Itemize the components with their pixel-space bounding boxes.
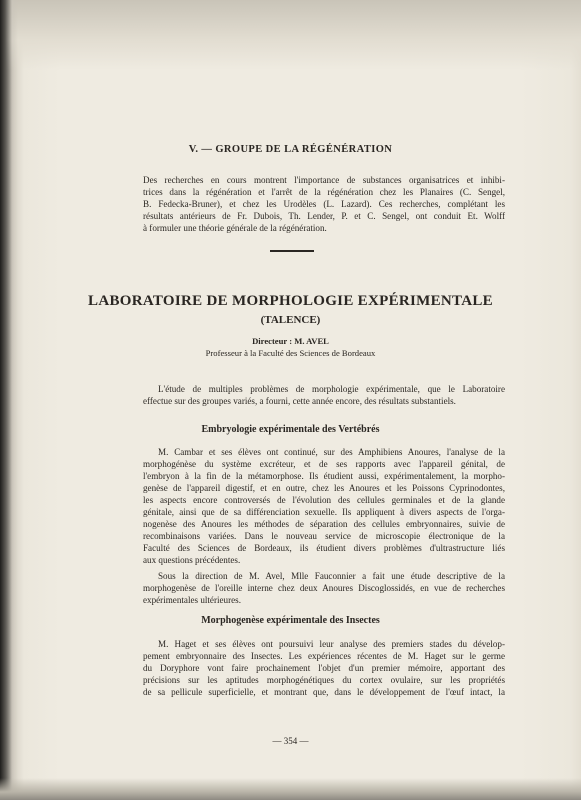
- text-line: M. Cambar et ses élèves ont continué, sur des Amphibiens Anoures, l'analyse de la: [158, 447, 505, 457]
- text-line: Faculté des Sciences de Bordeaux, ils étudient divers problèmes d'ultrastructure liés: [143, 543, 505, 553]
- laboratory-location: (TALENCE): [260, 314, 321, 326]
- text-line: aux questions précédentes.: [143, 555, 241, 565]
- director-title: Professeur à la Faculté des Sciences de Bordeaux: [205, 348, 376, 358]
- text-line: trices dans la régénération et l'arrêt de la régénération chez les Planaires (C. Sengel,: [143, 187, 505, 197]
- text-line: recombinaisons variées. Dans le nouveau service de microscopie électronique de la: [143, 531, 505, 541]
- text-line: Des recherches en cours montrent l'importance de substances organisatrices et inhibi-: [143, 175, 505, 185]
- text-line: l'embryon à la fin de la métamorphose. Ils étudient aussi, expérimentalement, la morpho-: [143, 471, 505, 481]
- embryologie-paragraph-2: [143, 570, 505, 606]
- director-line: Directeur : M. AVEL: [252, 336, 329, 346]
- text-line: M. Haget et ses élèves ont poursuivi leur analyse des premiers stades du dévelop-: [158, 639, 505, 649]
- text-line: du Doryphore vont faire prochainement l'objet d'un premier mémoire, apportant des: [143, 663, 505, 673]
- laboratory-title: LABORATOIRE DE MORPHOLOGIE EXPÉRIMENTALE: [88, 293, 493, 309]
- text-line: de sa pellicule superficielle, et montrant que, dans le développement de l'œuf intact, la: [143, 687, 505, 697]
- text-line: nogenèse des Anoures les méthodes de séparation des cellules embryonnaires, suivie de: [143, 519, 505, 529]
- text-line: génitale, ainsi que de sa différenciation sexuelle. Ils appliquent à divers aspects de l'orga-: [143, 507, 505, 517]
- text-line: morphogénèse du système excréteur, et de ses rapports avec l'appareil génital, de: [143, 459, 505, 469]
- text-line: B. Fedecka-Bruner), et chez les Urodèles (L. Lazard). Ces recherches, complétant les: [143, 199, 505, 209]
- text-line: morphogenèse de l'oreille interne chez deux Anoures Discoglossidés, en vue de recherches: [143, 583, 505, 593]
- embryologie-heading: Embryologie expérimentale des Vertébrés: [201, 424, 380, 435]
- section-paragraph: [143, 174, 505, 234]
- text-line: les aspects encore controversés de l'évolution des cellules germinales et de la glande: [143, 495, 505, 505]
- scan-top-band: [0, 0, 581, 70]
- scan-bottom-shadow: [0, 778, 581, 800]
- page-number: — 354 —: [272, 736, 309, 746]
- text-line: précisions sur les aptitudes morphogénétiques du cortex ovulaire, sur les propriétés: [143, 675, 505, 685]
- text-line: expérimentales ultérieures.: [143, 595, 241, 605]
- insectes-paragraph: [143, 638, 505, 698]
- text-line: pement embryonnaire des Insectes. Les expériences récentes de M. Haget sur le germe: [143, 651, 505, 661]
- text-line: genèse de l'appareil digestif, et en outre, chez les Anoures et les Poissons Cyprinodontes,: [143, 483, 505, 493]
- intro-paragraph: [143, 383, 505, 407]
- binding-shadow: [0, 0, 18, 800]
- embryologie-paragraph-1: [143, 446, 505, 566]
- text-line: L'étude de multiples problèmes de morphologie expérimentale, que le Laboratoire: [158, 384, 505, 394]
- section-title: V. — GROUPE DE LA RÉGÉNÉRATION: [188, 144, 393, 155]
- section-divider: [270, 250, 314, 252]
- insectes-heading: Morphogenèse expérimentale des Insectes: [201, 615, 380, 626]
- text-line: à formuler une théorie générale de la régénération.: [143, 223, 327, 233]
- text-line: Sous la direction de M. Avel, Mlle Fauconnier a fait une étude descriptive de la: [158, 571, 505, 581]
- text-line: résultats antérieurs de Fr. Dubois, Th. Lender, P. et C. Sengel, ont conduit Et. Wolff: [143, 211, 505, 221]
- text-line: effectue sur des groupes variés, a fourni, cette année encore, des résultats substantiels.: [143, 396, 456, 406]
